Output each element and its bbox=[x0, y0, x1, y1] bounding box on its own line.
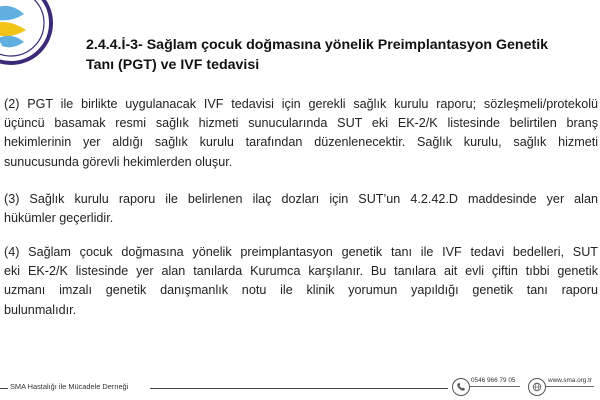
footer-divider bbox=[150, 388, 448, 389]
footer-website[interactable]: www.sma.org.tr bbox=[548, 377, 593, 384]
footer-organization: SMA Hastalığı ile Mücadele Derneği bbox=[10, 382, 129, 391]
paragraph-line: (2) PGT ile birlikte uygulanacak IVF tedavisi için gerekli sağlık kurulu raporu; sözleşmeli/protekolü bbox=[4, 97, 598, 111]
heading-line-2: Tanı (PGT) ve IVF tedavisi bbox=[86, 57, 260, 73]
paragraph-line: hekimlerinin yer aldığı sağlık kurulu tarafından düzenlenecektir. Sağlık kurulu, sağlık hizmeti bbox=[4, 135, 598, 150]
paragraph-4 bbox=[4, 243, 598, 320]
paragraph-line: üçüncü basamak resmi sağlık hizmeti sunucularında SUT eki EK-2/K listesinde belirtilen branş bbox=[4, 116, 598, 131]
paragraph-line: (3) Sağlık kurulu raporu ile belirlenen ilaç dozları için SUT’un 4.2.42.D maddesinde yer alan bbox=[4, 192, 598, 206]
association-logo bbox=[0, 0, 54, 66]
heading-line-1: 2.4.4.İ-3- Sağlam çocuk doğmasına yönelik Preimplantasyon Genetik bbox=[86, 37, 549, 53]
paragraph-line: eki EK-2/K listesinde yer alan tanılarda Kurumca karşılanır. Bu tanılara ait evli çiftin tıbbi genetik bbox=[4, 264, 598, 279]
paragraph-line: uzmanı imzalı genetik danışmanlık notu ile klinik yorumun yapıldığı genetik tanı raporu bbox=[4, 283, 598, 298]
paragraph-line: (4) Sağlam çocuk doğmasına yönelik preimplantasyon genetik tanı ile IVF tedavi bedelleri, SUT bbox=[4, 245, 598, 259]
footer-phone-underline bbox=[470, 386, 520, 387]
paragraph-line: bulunmalıdır. bbox=[4, 302, 77, 317]
globe-icon bbox=[528, 378, 546, 396]
section-heading bbox=[86, 35, 586, 75]
footer-website-underline bbox=[546, 386, 594, 387]
footer-phone[interactable]: 0546 966 79 05 bbox=[471, 377, 516, 384]
phone-icon bbox=[452, 378, 470, 396]
paragraph-2 bbox=[4, 95, 598, 172]
paragraph-line: hükümler geçerlidir. bbox=[4, 211, 114, 226]
logo-icon bbox=[0, 0, 54, 66]
paragraph-line: sunucusunda görevli hekimlerden oluşur. bbox=[4, 154, 233, 169]
footer-divider-left bbox=[0, 388, 8, 389]
paragraph-3 bbox=[4, 190, 598, 228]
